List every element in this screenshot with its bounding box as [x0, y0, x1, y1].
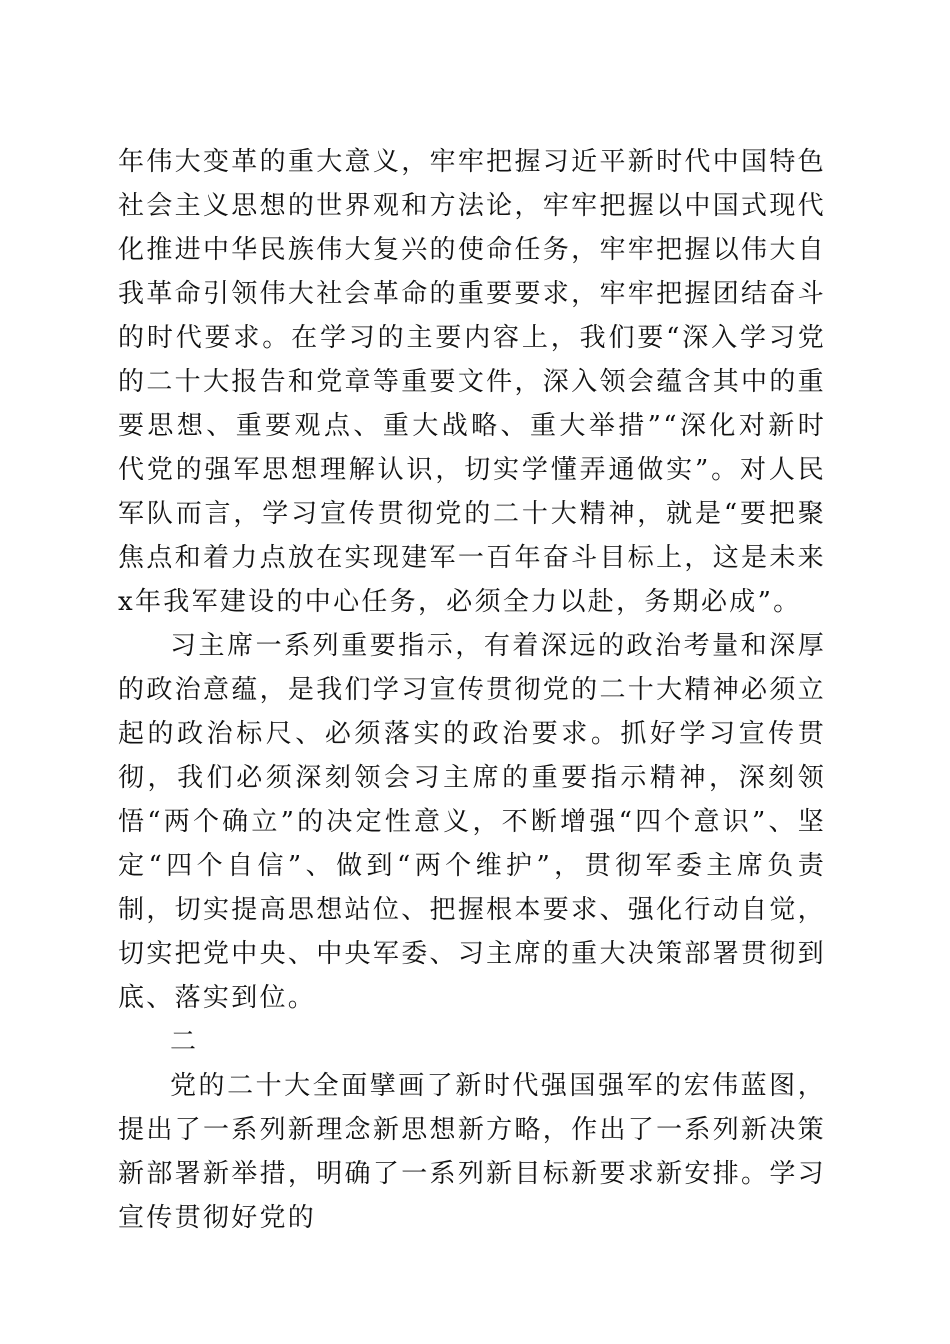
- paragraph-continued: 年伟大变革的重大意义，牢牢把握习近平新时代中国特色社会主义思想的世界观和方法论，牢牢把握以中国式现代化推进中华民族伟大复兴的使命任务，牢牢把握以伟大自我革命引领伟大社会革命的重要要求，牢牢把握团结奋斗的时代要求。在学习的主要内容上，我们要“深入学习党的二十大报告和党章等重要文件，深入领会蕴含其中的重要思想、重要观点、重大战略、重大举措”“深化对新时代党的强军思想理解认识，切实学懂弄通做实”。对人民军队而言，学习宣传贯彻党的二十大精神，就是“要把聚焦点和着力点放在实现建军一百年奋斗目标上，这是未来x年我军建设的中心任务，必须全力以赴，务期必成”。: [118, 147, 826, 617]
- paragraph-instructions: 习主席一系列重要指示，有着深远的政治考量和深厚的政治意蕴，是我们学习宣传贯彻党的二十大精神必须立起的政治标尺、必须落实的政治要求。抓好学习宣传贯彻，我们必须深刻领会习主席的重要指示精神，深刻领悟“两个确立”的决定性意义，不断增强“四个意识”、坚定“四个自信”、做到“两个维护”，贯彻军委主席负责制，切实提高思想站位、把握根本要求、强化行动自觉，切实把党中央、中央军委、习主席的重大决策部署贯彻到底、落实到位。: [118, 631, 826, 1013]
- section-heading-two: 二: [170, 1027, 199, 1057]
- paragraph-blueprint: 党的二十大全面擘画了新时代强国强军的宏伟蓝图，提出了一系列新理念新思想新方略，作出了一系列新决策新部署新举措，明确了一系列新目标新要求新安排。学习宣传贯彻好党的: [118, 1071, 826, 1233]
- document-body: [118, 140, 826, 1240]
